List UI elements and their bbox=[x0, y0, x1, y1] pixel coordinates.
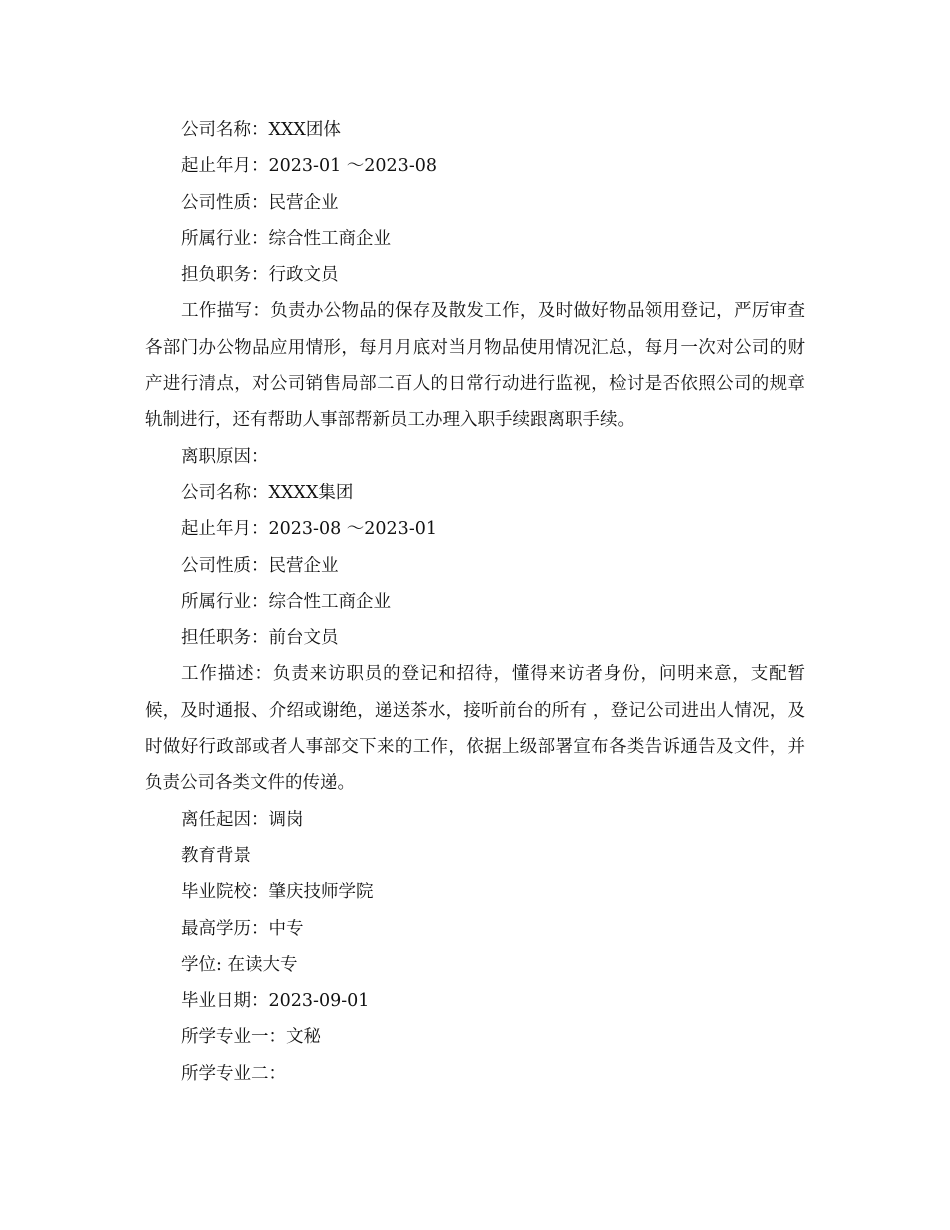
position-2: 担任职务：前台文员 bbox=[181, 628, 339, 649]
job-description-1: 工作描写：负责办公物品的保存及散发工作，及时做好物品领用登记，严厉审查各部门办公物品应用情形，每月月底对当月物品使用情况汇总，每月一次对公司的财产进行清点，对公司销售局部二百人的日常行动进行监视，检讨是否依照公司的规章轨制进行，还有帮助人事部帮新员工办理入职手续跟离职手续。 bbox=[145, 301, 805, 431]
company-name-1: 公司名称：XXX团体 bbox=[181, 120, 341, 140]
education-heading: 教育背景 bbox=[181, 845, 251, 866]
leaving-reason-2: 离任起因：调岗 bbox=[181, 809, 304, 830]
major-one: 所学专业一：文秘 bbox=[181, 1027, 321, 1048]
industry-2: 所属行业：综合性工商企业 bbox=[181, 591, 391, 612]
industry-1: 所属行业：综合性工商企业 bbox=[181, 228, 391, 249]
graduation-date: 毕业日期：2023-09-01 bbox=[181, 991, 370, 1012]
highest-degree: 最高学历：中专 bbox=[181, 918, 304, 939]
job-description-2: 工作描述：负责来访职员的登记和招待，懂得来访者身份，问明来意，支配暂候，及时通报、介绍或谢绝，递送茶水，接听前台的所有 ，登记公司进出人情况，及时做好行政部或者人事部交下来的工作，依据上级部署宣布各类告诉通告及文件，并负责公司各类文件的传递。 bbox=[145, 664, 805, 794]
academic-degree: 学位: 在读大专 bbox=[181, 954, 298, 975]
major-two: 所学专业二： bbox=[181, 1063, 286, 1084]
leaving-reason-1: 离职原因： bbox=[181, 446, 269, 467]
company-name-2: 公司名称：XXXX集团 bbox=[181, 482, 354, 503]
company-type-1: 公司性质：民营企业 bbox=[181, 192, 339, 213]
position-1: 担负职务：行政文员 bbox=[181, 265, 339, 286]
document-body bbox=[145, 112, 805, 1092]
employment-period-1: 起止年月：2023-01 ～2023-08 bbox=[181, 156, 437, 177]
graduated-school: 毕业院校：肇庆技师学院 bbox=[181, 882, 374, 903]
company-type-2: 公司性质：民营企业 bbox=[181, 555, 339, 576]
employment-period-2: 起止年月：2023-08 ～2023-01 bbox=[181, 519, 437, 540]
